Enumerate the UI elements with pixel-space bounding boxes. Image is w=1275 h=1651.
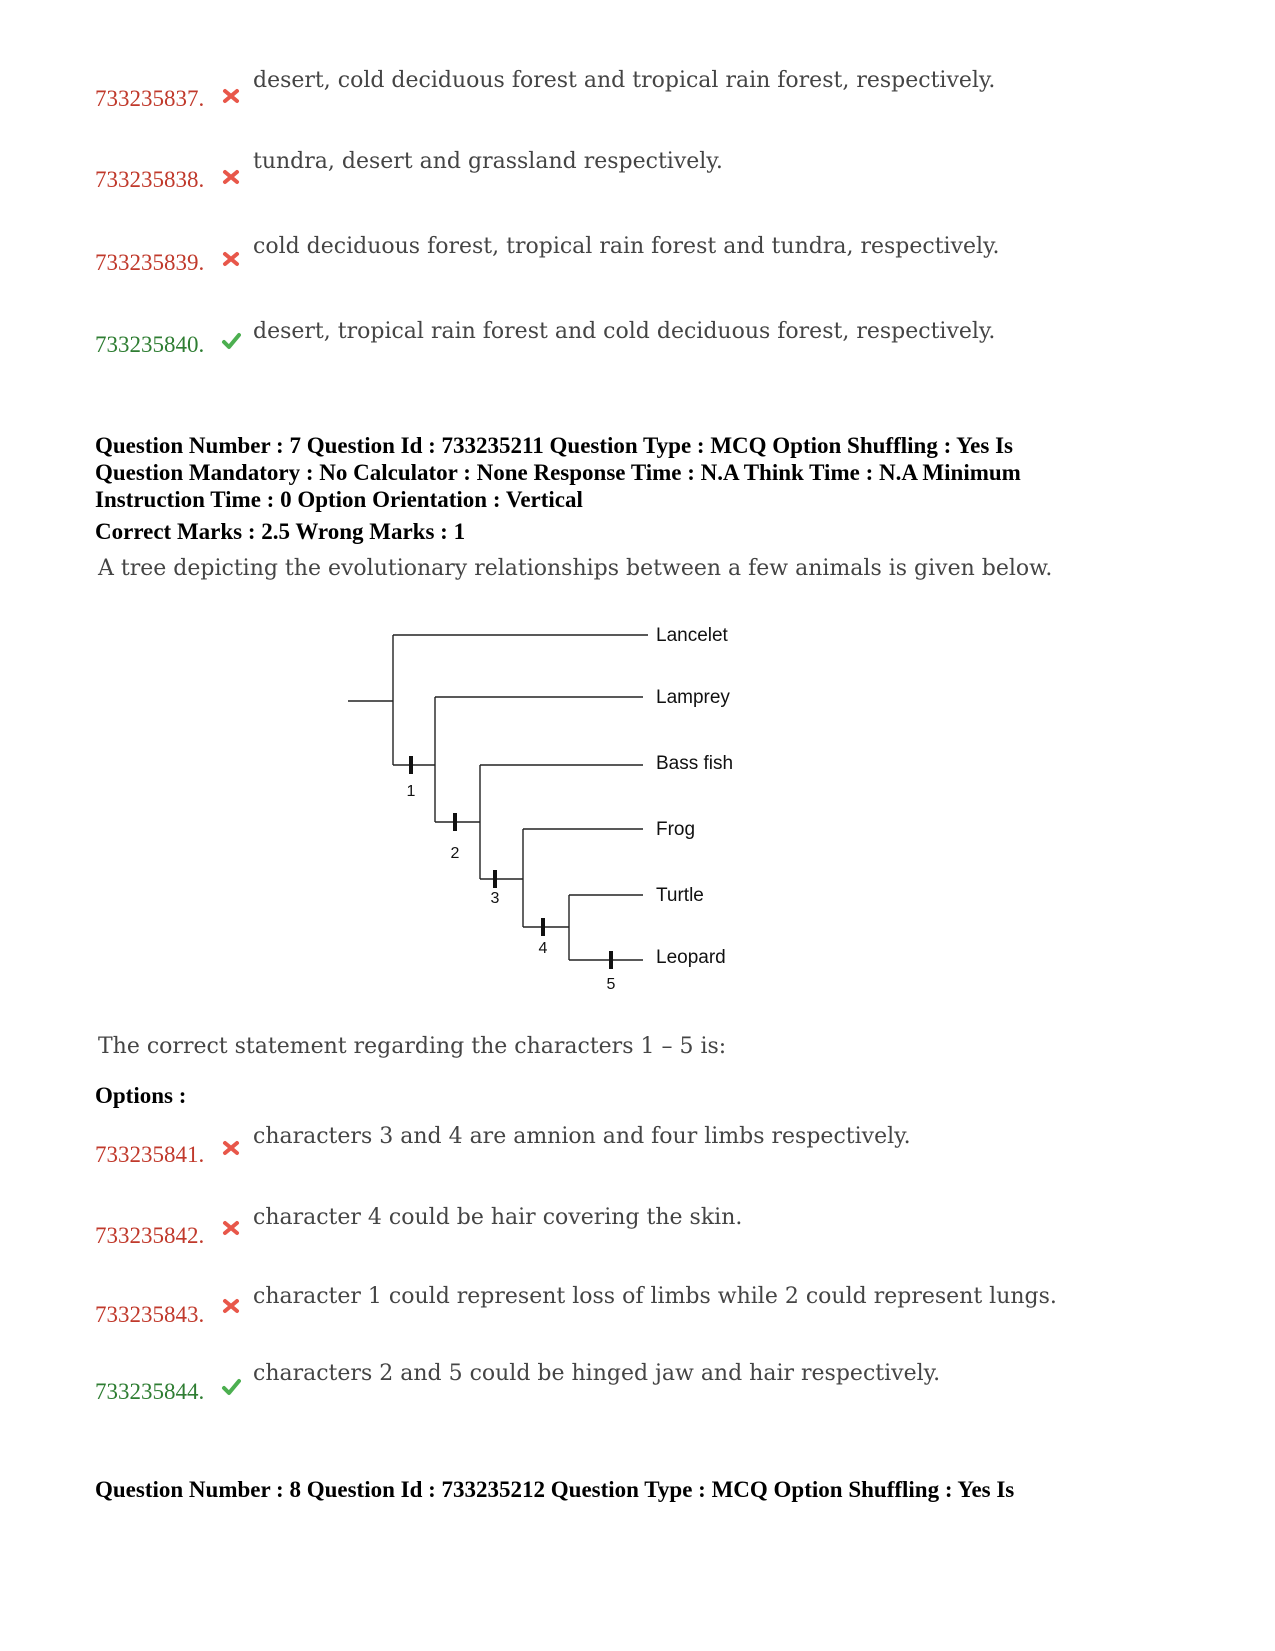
question-text: The correct statement regarding the characters 1 – 5 is: xyxy=(98,1034,727,1059)
taxon-label: Turtle xyxy=(656,885,704,906)
character-label: 5 xyxy=(606,976,616,993)
option-id: 733235837. xyxy=(95,86,205,111)
cross-icon xyxy=(221,167,241,187)
cross-icon xyxy=(221,1218,241,1238)
cross-icon xyxy=(221,249,241,269)
taxon-label: Lamprey xyxy=(656,687,730,708)
option-id: 733235839. xyxy=(95,250,205,275)
option-id: 733235842. xyxy=(95,1223,205,1248)
cross-icon xyxy=(221,1296,241,1316)
taxon-label: Leopard xyxy=(656,947,726,968)
character-labels xyxy=(407,783,616,993)
check-icon xyxy=(221,1377,241,1397)
character-label: 3 xyxy=(490,890,500,907)
taxa-labels xyxy=(656,625,733,968)
check-icon xyxy=(221,331,241,351)
question-meta-line: Instruction Time : 0 Option Orientation : Vertical xyxy=(95,487,583,512)
option-text: cold deciduous forest, tropical rain forest and tundra, respectively. xyxy=(253,234,1000,259)
character-label: 4 xyxy=(538,940,548,957)
taxon-label: Lancelet xyxy=(656,625,728,646)
phylogenetic-tree xyxy=(340,625,800,1045)
option-text: character 1 could represent loss of limbs while 2 could represent lungs. xyxy=(253,1284,1057,1309)
taxon-label: Bass fish xyxy=(656,753,734,774)
option-text: desert, cold deciduous forest and tropical rain forest, respectively. xyxy=(253,68,996,93)
character-label: 2 xyxy=(450,845,460,862)
options-label: Options : xyxy=(95,1083,187,1108)
question-meta-line: Question Mandatory : No Calculator : None Response Time : N.A Think Time : N.A Minimum xyxy=(95,460,1021,485)
option-id: 733235844. xyxy=(95,1379,205,1404)
option-id: 733235841. xyxy=(95,1142,205,1167)
option-id: 733235838. xyxy=(95,167,205,192)
option-text: characters 3 and 4 are amnion and four limbs respectively. xyxy=(253,1124,911,1149)
marks-line: Correct Marks : 2.5 Wrong Marks : 1 xyxy=(95,519,466,544)
option-text: character 4 could be hair covering the skin. xyxy=(253,1205,743,1230)
cross-icon xyxy=(221,1138,241,1158)
cross-icon xyxy=(221,86,241,106)
option-text: tundra, desert and grassland respectively. xyxy=(253,149,723,174)
option-id: 733235843. xyxy=(95,1302,205,1327)
question-stem: A tree depicting the evolutionary relationships between a few animals is given below. xyxy=(98,556,1053,581)
option-text: characters 2 and 5 could be hinged jaw and hair respectively. xyxy=(253,1361,941,1386)
taxon-label: Frog xyxy=(656,819,696,840)
option-text: desert, tropical rain forest and cold deciduous forest, respectively. xyxy=(253,319,996,344)
character-label: 1 xyxy=(406,783,416,800)
option-id: 733235840. xyxy=(95,332,205,357)
question-meta-line: Question Number : 7 Question Id : 733235211 Question Type : MCQ Option Shuffling : Yes Is xyxy=(95,433,1013,458)
character-marks xyxy=(411,756,611,969)
question-meta-line: Question Number : 8 Question Id : 733235212 Question Type : MCQ Option Shuffling : Yes Is xyxy=(95,1477,1015,1502)
